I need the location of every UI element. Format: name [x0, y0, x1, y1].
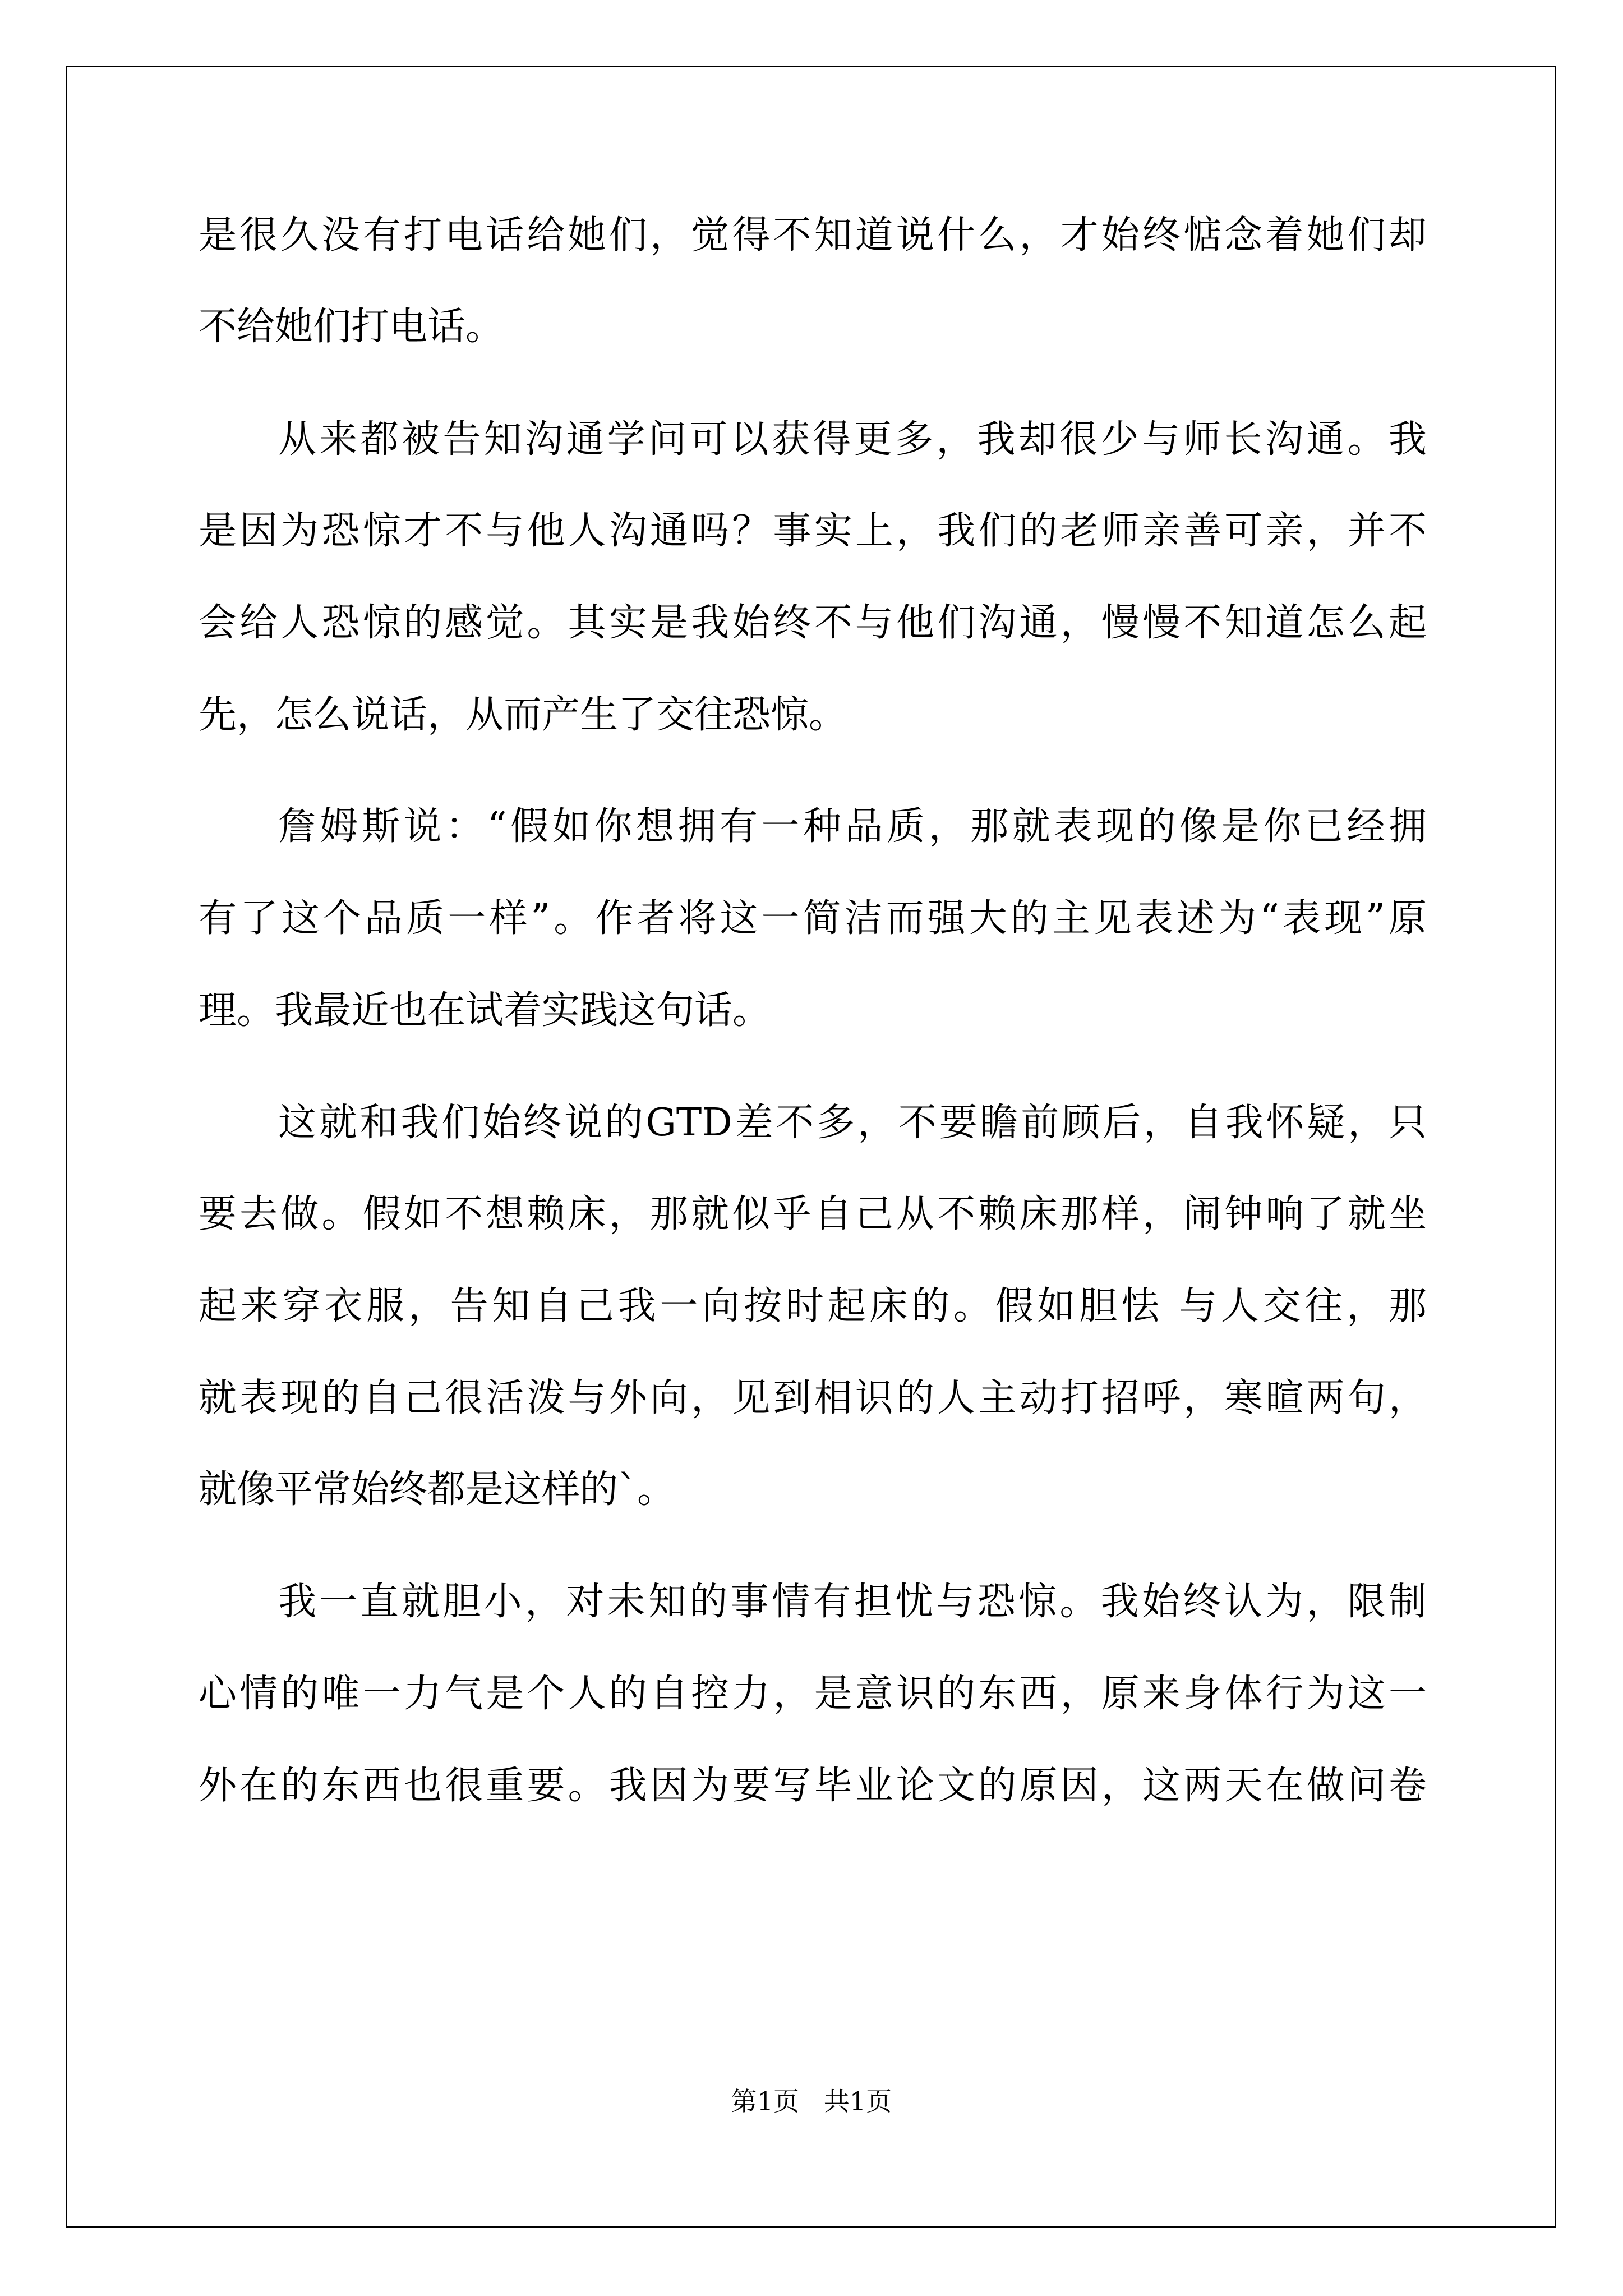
text-line: 詹姆斯说：“假如你想拥有一种品质，那就表现的像是你已经拥	[278, 804, 1427, 849]
text-line: 就像平常始终都是这样的`。	[199, 1467, 676, 1512]
page-footer: 第1页 共1页	[731, 2086, 892, 2116]
text-line: 外在的东西也很重要。我因为要写毕业论文的原因，这两天在做问卷	[199, 1764, 1427, 1808]
text-line: 就表现的自己很活泼与外向，见到相识的人主动打招呼，寒暄两句，	[199, 1376, 1427, 1420]
text-line: 是很久没有打电话给她们，觉得不知道说什么，才始终惦念着她们却	[199, 213, 1427, 257]
text-line: 起来穿衣服，告知自己我一向按时起床的。假如胆怯 与人交往，那	[199, 1284, 1427, 1328]
text-line: 从来都被告知沟通学问可以获得更多，我却很少与师长沟通。我	[278, 417, 1427, 462]
text-line: 先，怎么说话，从而产生了交往恐惊。	[199, 693, 847, 737]
text-line: 要去做。假如不想赖床，那就似乎自己从不赖床那样，闹钟响了就坐	[199, 1192, 1427, 1236]
text-line: 不给她们打电话。	[199, 305, 504, 349]
text-line: 心情的唯一力气是个人的自控力，是意识的东西，原来身体行为这一	[199, 1672, 1427, 1716]
text-line: 有了这个品质一样”。作者将这一简洁而强大的主见表述为“表现”原	[199, 896, 1427, 941]
text-line: 理。我最近也在试着实践这句话。	[199, 988, 771, 1033]
text-line: 我一直就胆小，对未知的事情有担忧与恐惊。我始终认为，限制	[278, 1580, 1427, 1624]
text-line: 会给人恐惊的感觉。其实是我始终不与他们沟通，慢慢不知道怎么起	[199, 601, 1427, 645]
text-line: 这就和我们始终说的GTD差不多，不要瞻前顾后，自我怀疑，只	[278, 1101, 1427, 1145]
text-line: 是因为恐惊才不与他人沟通吗？事实上，我们的老师亲善可亲，并不	[199, 509, 1427, 553]
